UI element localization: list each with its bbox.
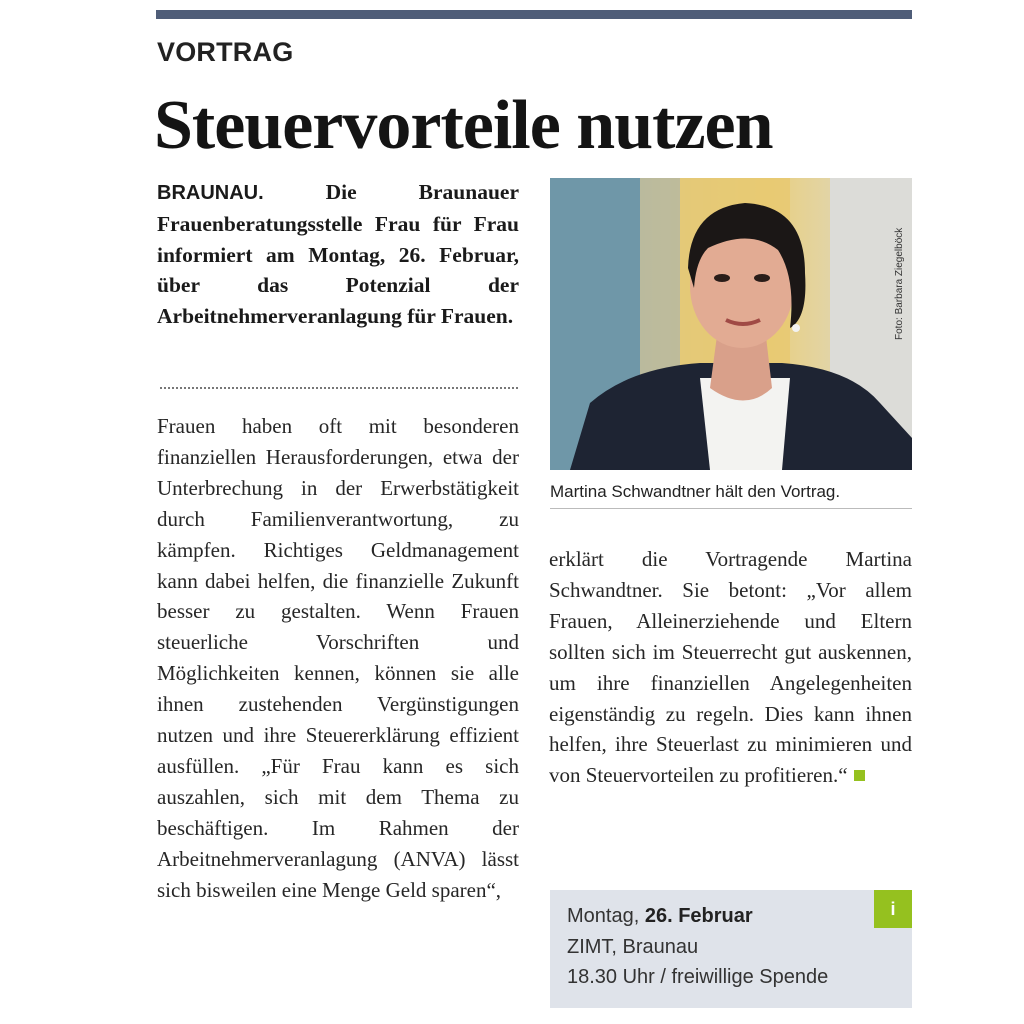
photo-credit: Foto: Barbara Ziegelböck [894,227,905,340]
info-date: 26. Februar [644,905,753,927]
info-date-line [567,905,753,928]
body-column-right [549,544,912,791]
info-icon: i [874,890,912,928]
photo-caption: Martina Schwandtner hält den Vortrag. [550,482,841,501]
info-time-fee: 18.30 Uhr / freiwillige Spende [567,966,829,988]
info-venue: ZIMT, Braunau [567,936,699,958]
article-kicker: VORTRAG [157,37,294,67]
caption-rule [550,508,912,509]
event-info-box [550,890,912,1008]
dotted-separator [160,387,518,389]
speaker-photo [550,178,912,470]
top-rule [156,10,912,19]
lead-dateline: BRAUNAU. [157,182,264,204]
lead-text: Die Braunauer Frauenberatungsstelle Frau für Frau informiert am Montag, 26. Februar, über das Potenzial der Arbeitnehmerveranlagung für Frauen. [157,180,519,329]
article-headline: Steuervorteile nutzen [154,87,773,164]
article-lead [157,177,519,332]
info-day: Montag, [567,905,640,927]
body-right-text: erklärt die Vortragende Martina Schwandtner. Sie betont: „Vor allem Frauen, Alleinerziehende und Eltern sollten sich im Steuerrecht gut auskennen, um ihre finanziellen Angelegenheiten eigenständig zu regeln. Dies kann ihnen helfen, ihre Steuerlast zu minimieren und von Steuervorteilen zu profitieren.“ [549,547,912,788]
body-column-left: Frauen haben oft mit besonderen finanziellen Herausforderungen, etwa der Unterbrechung in der Erwerbstätigkeit durch Familienverantwortung, zu kämpfen. Richtiges Geldmanagement kann dabei helfen, die finanzielle Zukunft besser zu gestalten. Wenn Frauen steuerliche Vorschriften und Möglichkeiten kennen, können sie alle ihnen zustehenden Vergünstigungen nutzen und ihre Steuererklärung effizient ausfüllen. „Für Frau kann es sich auszahlen, sich mit dem Thema zu beschäftigen. Im Rahmen der Arbeitnehmerveranlagung (ANVA) lässt sich bisweilen eine Menge Geld sparen“, [157,414,519,902]
end-mark-square [854,770,865,781]
